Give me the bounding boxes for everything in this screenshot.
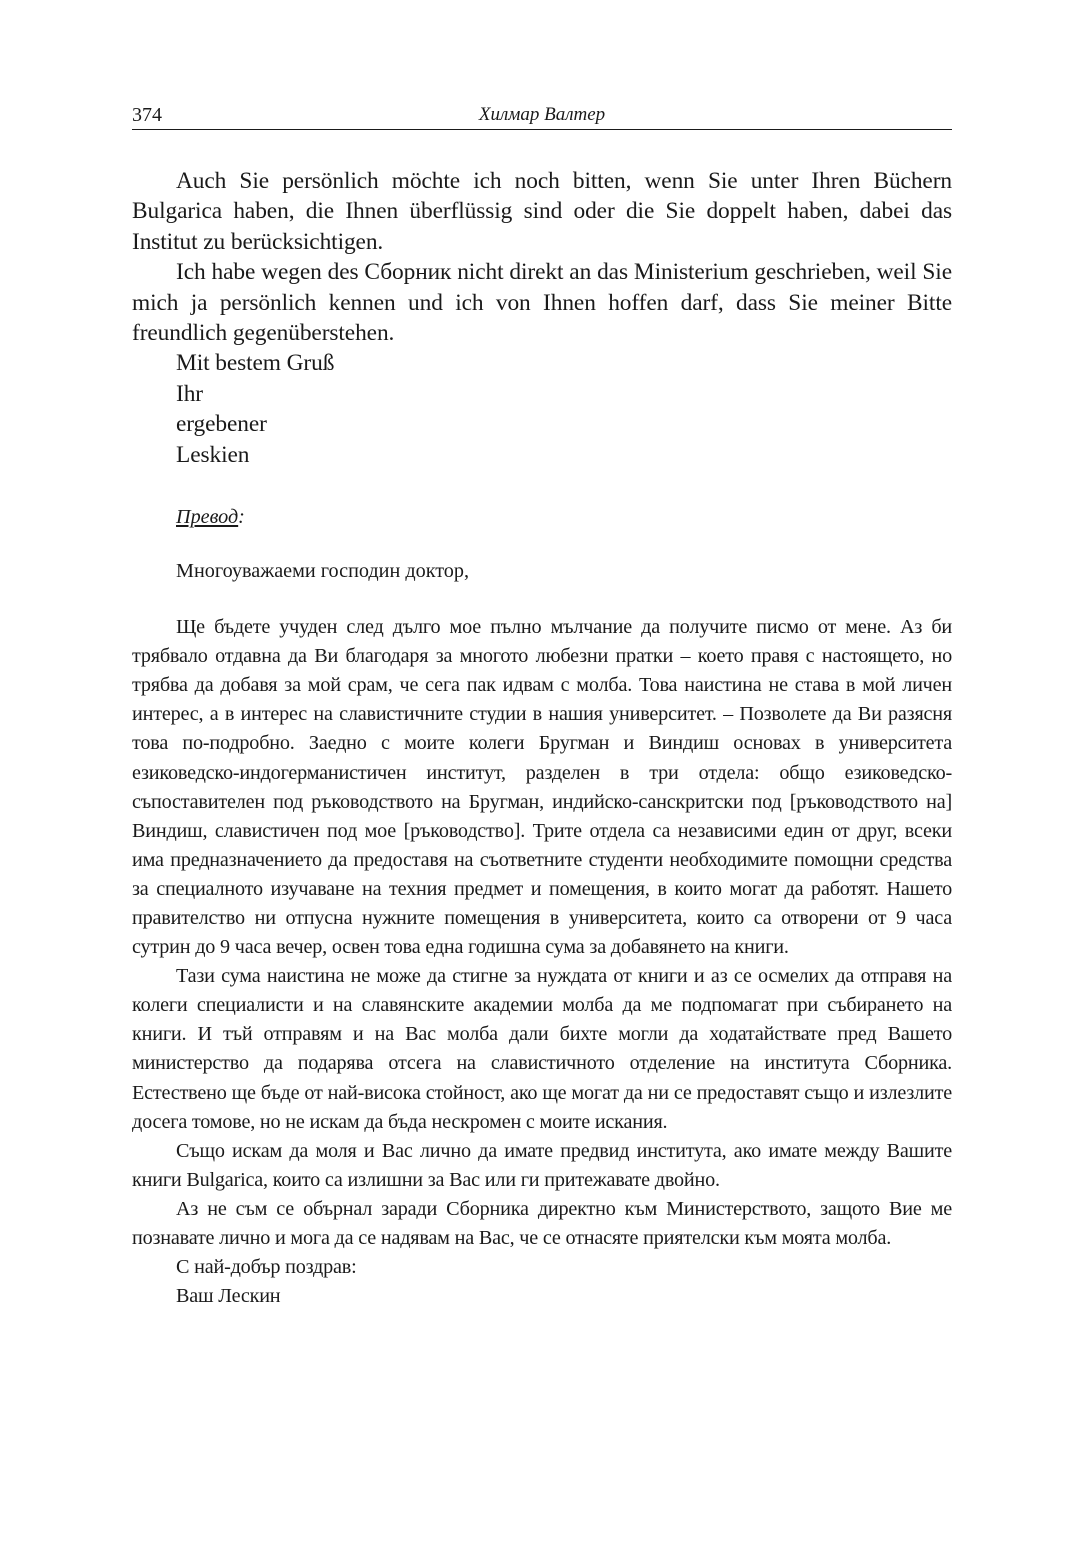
german-letter [132, 166, 952, 470]
translation-paragraph: Също искам да моля и Вас лично да имате предвид института, ако имате между Вашите книги Bulgarica, които са излишни за Вас или ги притежавате двойно. [132, 1139, 952, 1191]
translation-paragraph: Ще бъдете учуден след дълго мое пълно мълчание да получите писмо от мене. Аз би трябвало отдавна да Ви благодаря за многото любезни пратки – което правя с настоящето, но трябва да добавя за мой срам, че сега пак идвам с молба. Това наистина не става в мой личен интерес, а в интерес на славистичните студии в нашия университет. – Позволете да Ви разясня това по-подробно. Заедно с моите колеги Бругман и Виндиш основах в университета езиковедско-индогерманистичен институт, разделен в три отдела: общо езиковедско-съпоставителен под ръководството на Бругман, индийско-санскритски под [ръководството на] Виндиш, славистичен под мое [ръководство]. Трите отдела са независими един от друг, всеки има предназначението да предоставя на съответните студенти необходимите помощни средства за специалното изучаване на техния предмет и помещения, в които могат да работят. Нашето правителство ни отпусна нужните помещения в университета, които са отворени от 9 часа сутрин до 9 часа вечер, освен това една годишна сума за добавянето на книги. [132, 616, 952, 959]
translation-greeting: Многоуважаеми господин доктор, [176, 560, 470, 583]
german-closing-line: Ihr [176, 380, 203, 407]
page-body [132, 166, 952, 1311]
translation-label-text: Превод [176, 506, 239, 529]
translation [132, 503, 952, 1311]
german-closing-line: ergebener [176, 411, 267, 438]
page-number: 374 [132, 104, 162, 126]
translation-paragraph: Тази сума наистина не може да стигне за нуждата от книги и аз се осмелих да отправя на колеги специалисти и на славянските академии молба да ме подпомагат при събирането на книги. И тъй отправям и на Вас молба дали бихте могли да ходатайствате пред Вашето министерство да подарява отсега на славистичното отделение на института Сборника. Естествено ще бъде от най-висока стойност, ако ще могат да ни се предоставят също и излезлите досега томове, но не искам да бъда нескромен с моите искания. [132, 965, 952, 1133]
translation-label [132, 503, 952, 531]
page-header [132, 101, 952, 130]
german-paragraph: Auch Sie persönlich möchte ich noch bitten, wenn Sie unter Ihren Büchern Bulgarica haben, die Ihnen überflüssig sind oder die Sie doppelt haben, dabei das Institut zu berücksichtigen. [132, 168, 952, 255]
german-closing-line: Mit bestem Gruß [176, 350, 335, 377]
translation-closing-line: С най-добър поздрав: [176, 1256, 357, 1279]
running-title: Хилмар Валтер [478, 104, 606, 125]
translation-signature: Ваш Лескин [176, 1285, 281, 1308]
translation-label-suffix: : [238, 506, 245, 529]
translation-paragraph: Аз не съм се обърнал заради Сборника директно към Министерството, защото Вие ме познавате лично и мога да се надявам на Вас, че се отнасяте приятелски към моята молба. [132, 1197, 952, 1250]
german-signature: Leskien [176, 441, 250, 468]
german-paragraph: Ich habe wegen des Сборник nicht direkt an das Ministerium geschrieben, weil Sie mich ja persönlich kennen und ich von Ihnen hoffen darf, dass Sie meiner Bitte freundlich gegenüberstehen. [132, 259, 952, 347]
